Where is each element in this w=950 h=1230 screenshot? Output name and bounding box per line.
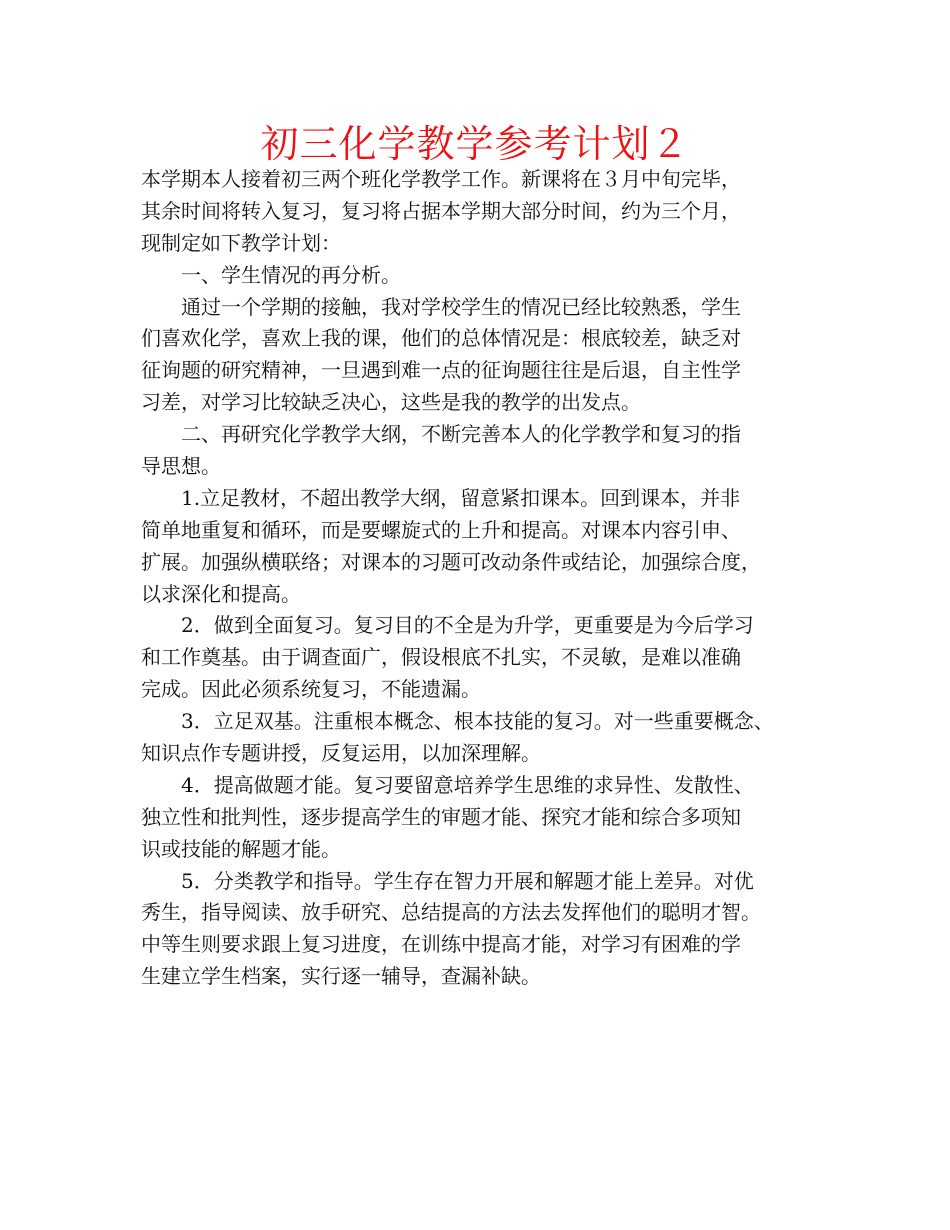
text-line: 通过一个学期的接触，我对学校学生的情况已经比较熟悉，学生	[141, 294, 741, 319]
text-line: 其余时间将转入复习，复习将占据本学期大部分时间，约为三个月，	[141, 198, 741, 223]
list-item-5	[141, 866, 821, 994]
list-item-3	[141, 706, 821, 770]
list-item-2	[141, 610, 821, 706]
text-line: 2．做到全面复习。复习目的不全是为升学，更重要是为今后学习	[141, 613, 754, 638]
text-line: 本学期本人接着初三两个班化学教学工作。新课将在３月中旬完毕，	[141, 167, 741, 191]
text-line: 征询题的研究精神，一旦遇到难一点的征询题往往是后退，自主性学	[141, 358, 741, 383]
text-line: 扩展。加强纵横联络；对课本的习题可改动条件或结论，加强综合度，	[141, 549, 761, 574]
document-body	[141, 164, 821, 993]
text-line: 中等生则要求跟上复习进度，在训练中提高才能，对学习有困难的学	[141, 932, 741, 957]
text-line: 独立性和批判性，逐步提高学生的审题才能、探究才能和综合多项知	[141, 804, 741, 829]
text-line: 导思想。	[141, 454, 221, 479]
text-line: 简单地重复和循环，而是要螺旋式的上升和提高。对课本内容引申、	[141, 517, 741, 542]
paragraph-section-1	[141, 292, 821, 420]
document-title: 初三化学教学参考计划２	[260, 122, 690, 166]
paragraph-intro	[141, 164, 821, 260]
text-line: 识或技能的解题才能。	[141, 836, 341, 861]
text-line: 秀生，指导阅读、放手研究、总结提高的方法去发挥他们的聪明才智。	[141, 900, 761, 925]
text-line: 3．立足双基。注重根本概念、根本技能的复习。对一些重要概念、	[141, 709, 774, 734]
section-2-heading	[141, 419, 821, 483]
text-line: 和工作奠基。由于调查面广，假设根底不扎实，不灵敏，是难以准确	[141, 645, 741, 670]
list-item-1	[141, 483, 821, 611]
text-line: 以求深化和提高。	[141, 581, 301, 606]
text-line: 5．分类教学和指导。学生存在智力开展和解题才能上差异。对优	[141, 868, 754, 893]
text-line: 生建立学生档案，实行逐一辅导，查漏补缺。	[141, 964, 541, 989]
text-line: 一、学生情况的再分析。	[141, 262, 401, 287]
text-line: 习差，对学习比较缺乏决心，这些是我的教学的出发点。	[141, 390, 641, 415]
text-line: 现制定如下教学计划：	[141, 230, 341, 255]
text-line: 二、再研究化学教学大纲，不断完善本人的化学教学和复习的指	[141, 422, 741, 447]
section-1-heading	[141, 260, 821, 292]
text-line: 1.立足教材，不超出教学大纲，留意紧扣课本。回到课本，并非	[141, 485, 741, 510]
text-line: 完成。因此必须系统复习，不能遗漏。	[141, 677, 481, 702]
text-line: 们喜欢化学，喜欢上我的课，他们的总体情况是：根底较差，缺乏对	[141, 326, 741, 351]
list-item-4	[141, 770, 821, 866]
text-line: 知识点作专题讲授，反复运用，以加深理解。	[141, 741, 541, 766]
text-line: 4．提高做题才能。复习要留意培养学生思维的求异性、发散性、	[141, 772, 754, 797]
